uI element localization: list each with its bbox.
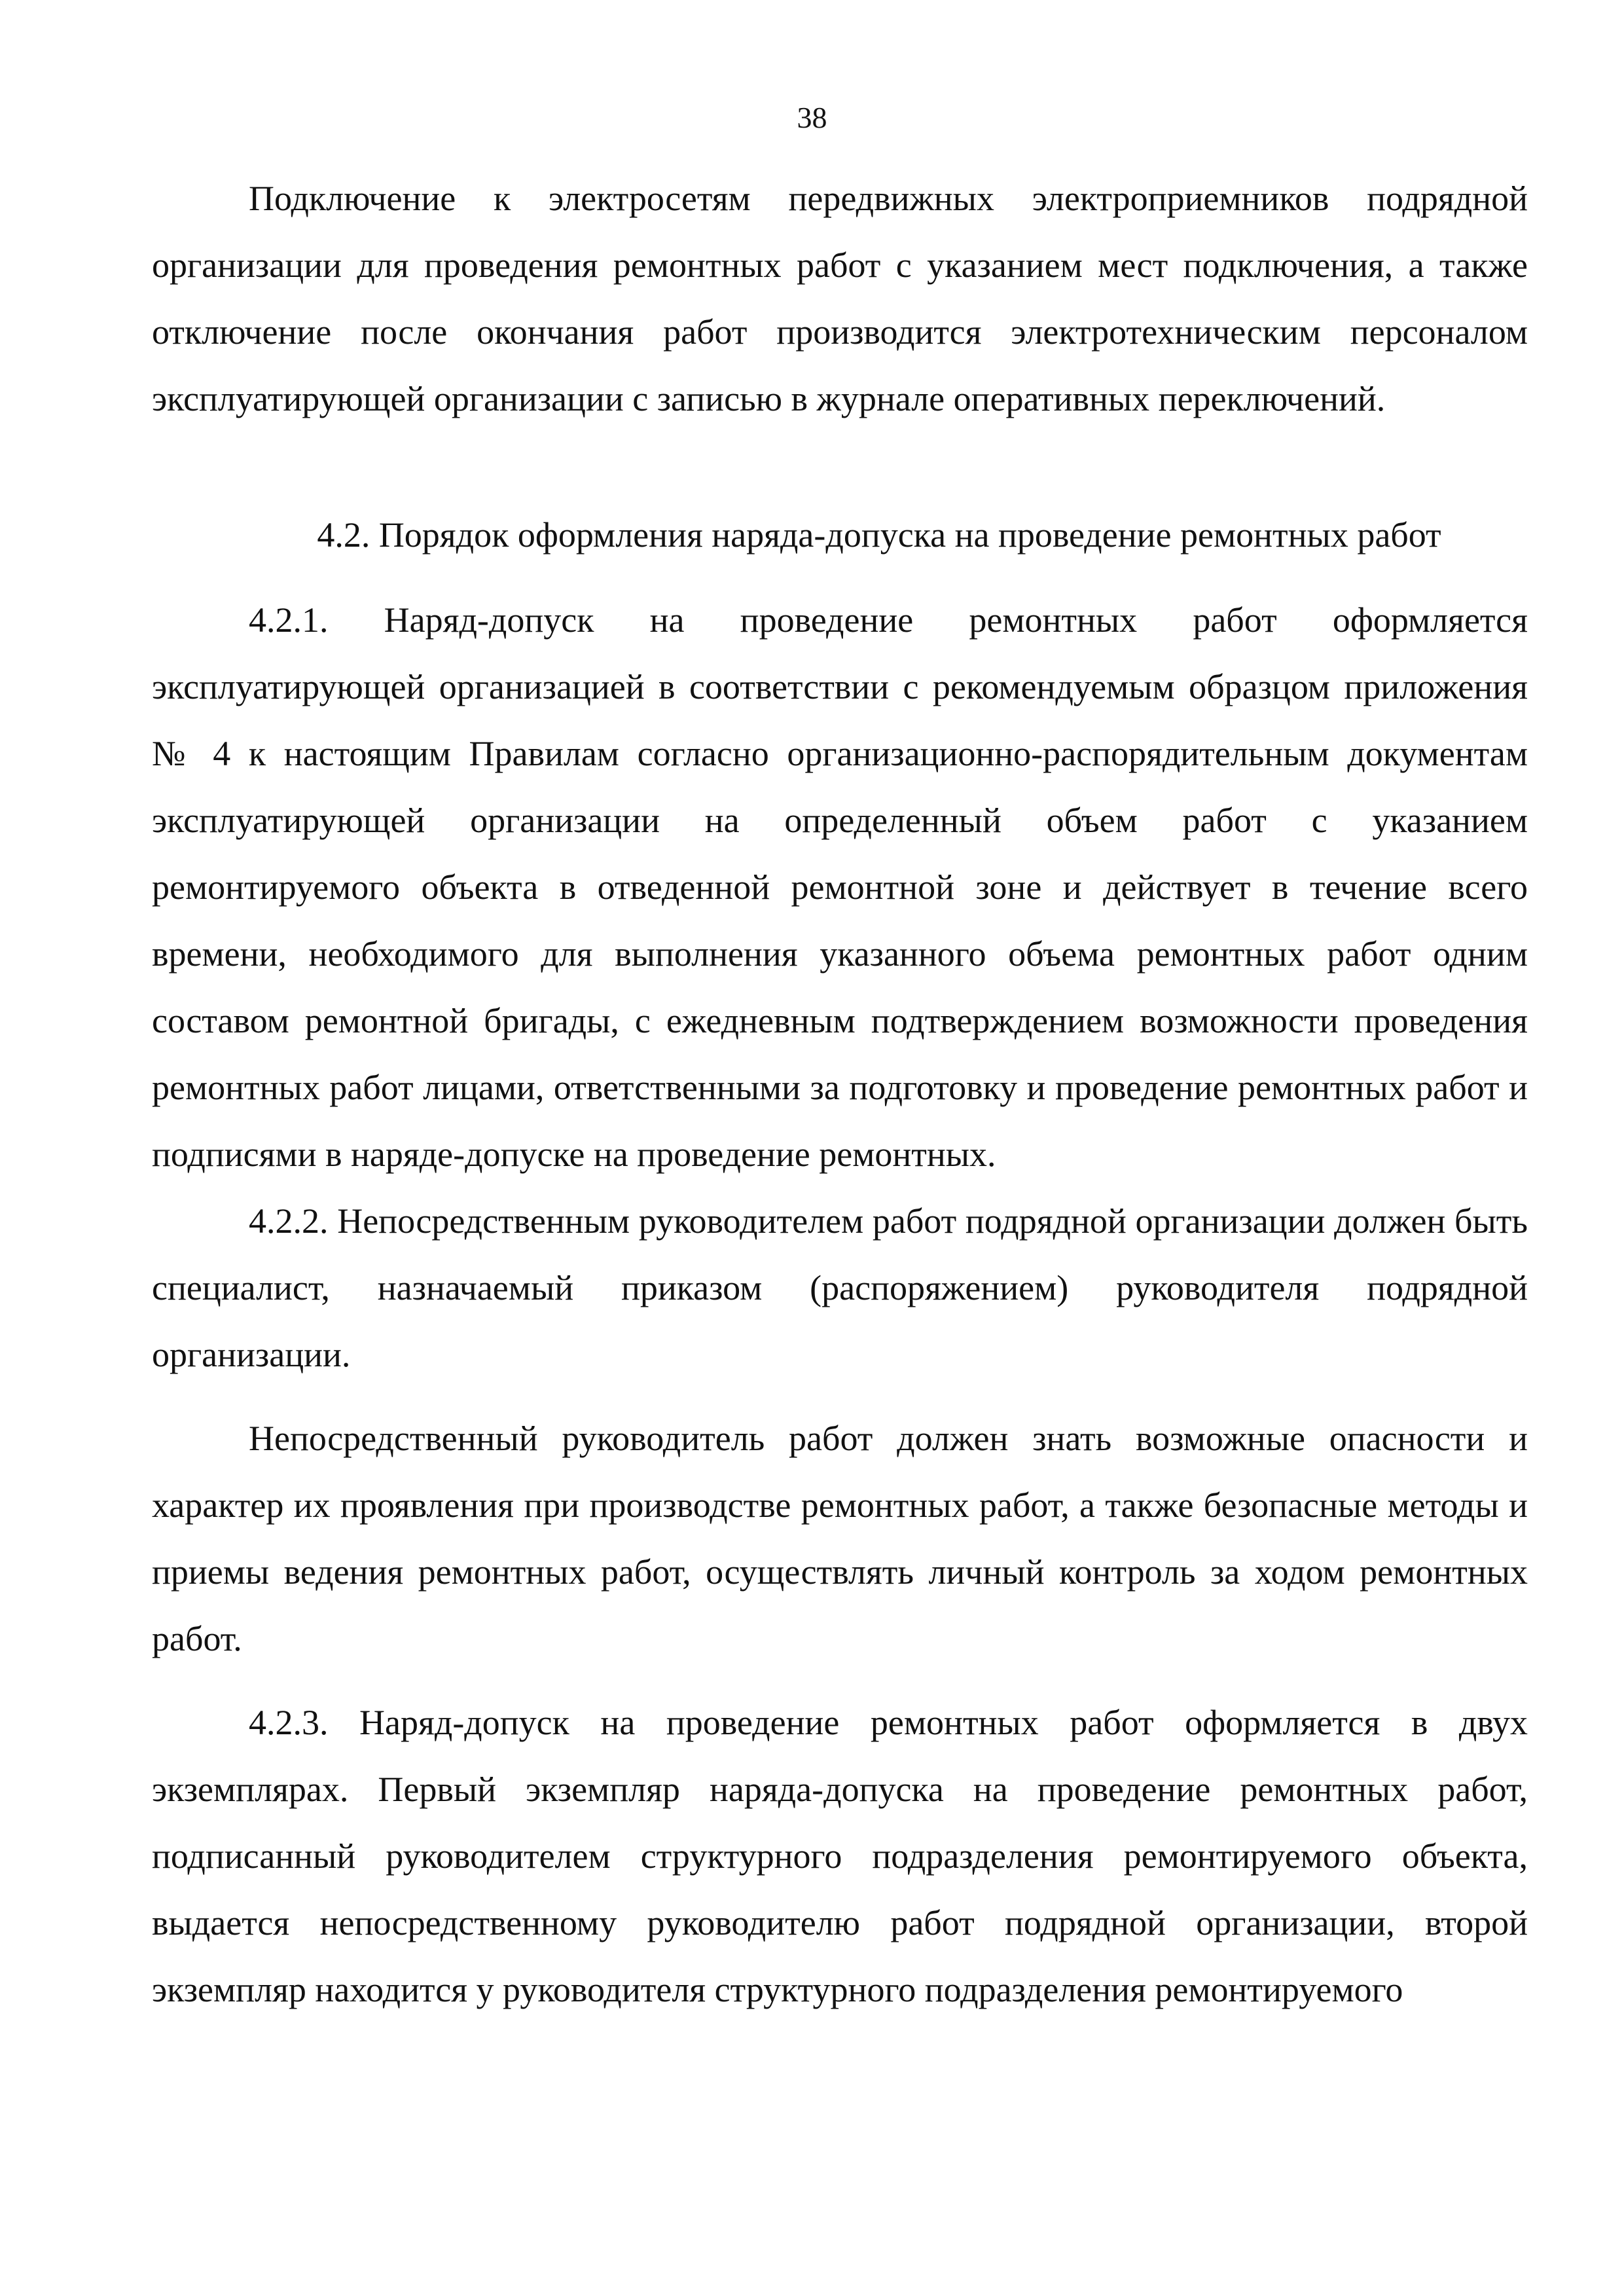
paragraph-4-2-1: 4.2.1. Наряд-допуск на проведение ремонтных работ оформляется эксплуатирующей организацией в соответствии с рекомендуемым образцом приложения № 4 к настоящим Правилам согласно организационно-распорядительным документам эксплуатирующей организации на определенный объем работ с указанием ремонтируемого объекта в отведенной ремонтной зоне и действует в течение всего времени, необходимого для выполнения указанного объема ремонтных работ одним составом ремонтной бригады, с ежедневным подтверждением возможности проведения ремонтных работ лицами, ответственными за подготовку и проведение ремонтных работ и подписями в наряде-допуске на проведение ремонтных. bbox=[152, 600, 1528, 1174]
paragraph-4-2-2: 4.2.2. Непосредственным руководителем работ подрядной организации должен быть специалист, назначаемый приказом (распоряжением) руководителя подрядной организации. bbox=[152, 1201, 1528, 1374]
paragraph-4-2-3: 4.2.3. Наряд-допуск на проведение ремонтных работ оформляется в двух экземплярах. Первый экземпляр наряда-допуска на проведение ремонтных работ, подписанный руководителем структурного подразделения ремонтируемого объекта, выдается непосредственному руководителю работ подрядной организации, второй экземпляр находится у руководителя структурного подразделения ремонтируемого bbox=[152, 1703, 1528, 2009]
page-number: 38 bbox=[797, 101, 827, 134]
paragraph-electrical-connection: Подключение к электросетям передвижных электроприемников подрядной организации для проведения ремонтных работ с указанием мест подключения, а также отключение после окончания работ производится электротехническим персоналом эксплуатирующей организации с записью в журнале оперативных переключений. bbox=[152, 179, 1528, 418]
section-heading-4-2: 4.2. Порядок оформления наряда-допуска на проведение ремонтных работ bbox=[317, 515, 1441, 555]
document-body bbox=[152, 165, 1528, 2023]
paragraph-supervisor-duties: Непосредственный руководитель работ должен знать возможные опасности и характер их проявления при производстве ремонтных работ, а также безопасные методы и приемы ведения ремонтных работ, осуществлять личный контроль за ходом ремонтных работ. bbox=[152, 1419, 1528, 1658]
